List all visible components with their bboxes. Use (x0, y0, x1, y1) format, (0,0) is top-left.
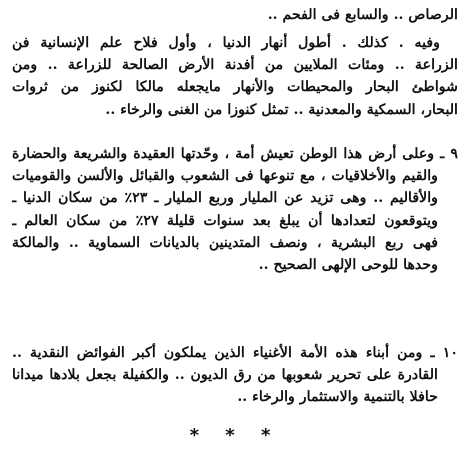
text-line: حافلا بالتنمية والاستثمار والرخاء .. (237, 389, 438, 406)
text-line: ويتوقعون لتعدادها أن يبلغ بعد سنوات قليلة ٢٧٪ من سكان العالم ـ (12, 212, 438, 229)
text-line: شواطئ البحار والمحيطات والأنهار مايجعله مالكا لكنوز من ثروات (12, 79, 458, 96)
section-separator: * * * (189, 425, 281, 446)
paragraph-item-10 (12, 342, 458, 409)
paragraph-continuation (12, 4, 458, 26)
paragraph-item-9 (12, 143, 458, 276)
text-line: ١٠ ـ ومن أبناء هذه الأمة الأغنياء الذين يملكون أكبر الفوائض النقدية .. (12, 345, 458, 361)
paragraph-wealth (12, 32, 458, 121)
text-line: البحار، السمكية والمعدنية .. تمثل كنوزا من الغنى والرخاء .. (105, 101, 458, 118)
text-line: القادرة على تحرير شعوبها من رق الديون .. والكفيلة بجعل بلادها ميدانا (12, 367, 438, 384)
text-line: الزراعة .. ومئات الملايين من أفدنة الأرض الصالحة للزراعة .. ومن (12, 57, 458, 74)
text-line: والقيم والأخلاقيات ، مع تنوعها فى الشعوب والقبائل والألسن والقوميات (12, 168, 438, 185)
text-line: الرصاص .. والسابع فى الفحم .. (267, 7, 458, 23)
text-line: وفيه . كذلك . أطول أنهار الدنيا ، وأول فلاح علم الإنسانية فن (12, 35, 440, 51)
text-line: فهى ربع البشرية ، ونصف المتدينين بالديانات السماوية .. والمالكة (12, 234, 438, 251)
text-line: والأقاليم .. وهى تزيد عن المليار وربع المليار ـ ٢٣٪ من سكان الدنيا ـ (12, 190, 439, 207)
text-line: وحدها للوحى الإلهى الصحيح .. (258, 256, 438, 273)
text-line: ٩ ـ وعلى أرض هذا الوطن تعيش أمة ، وحّدتها العقيدة والشريعة والحضارة (12, 146, 458, 162)
